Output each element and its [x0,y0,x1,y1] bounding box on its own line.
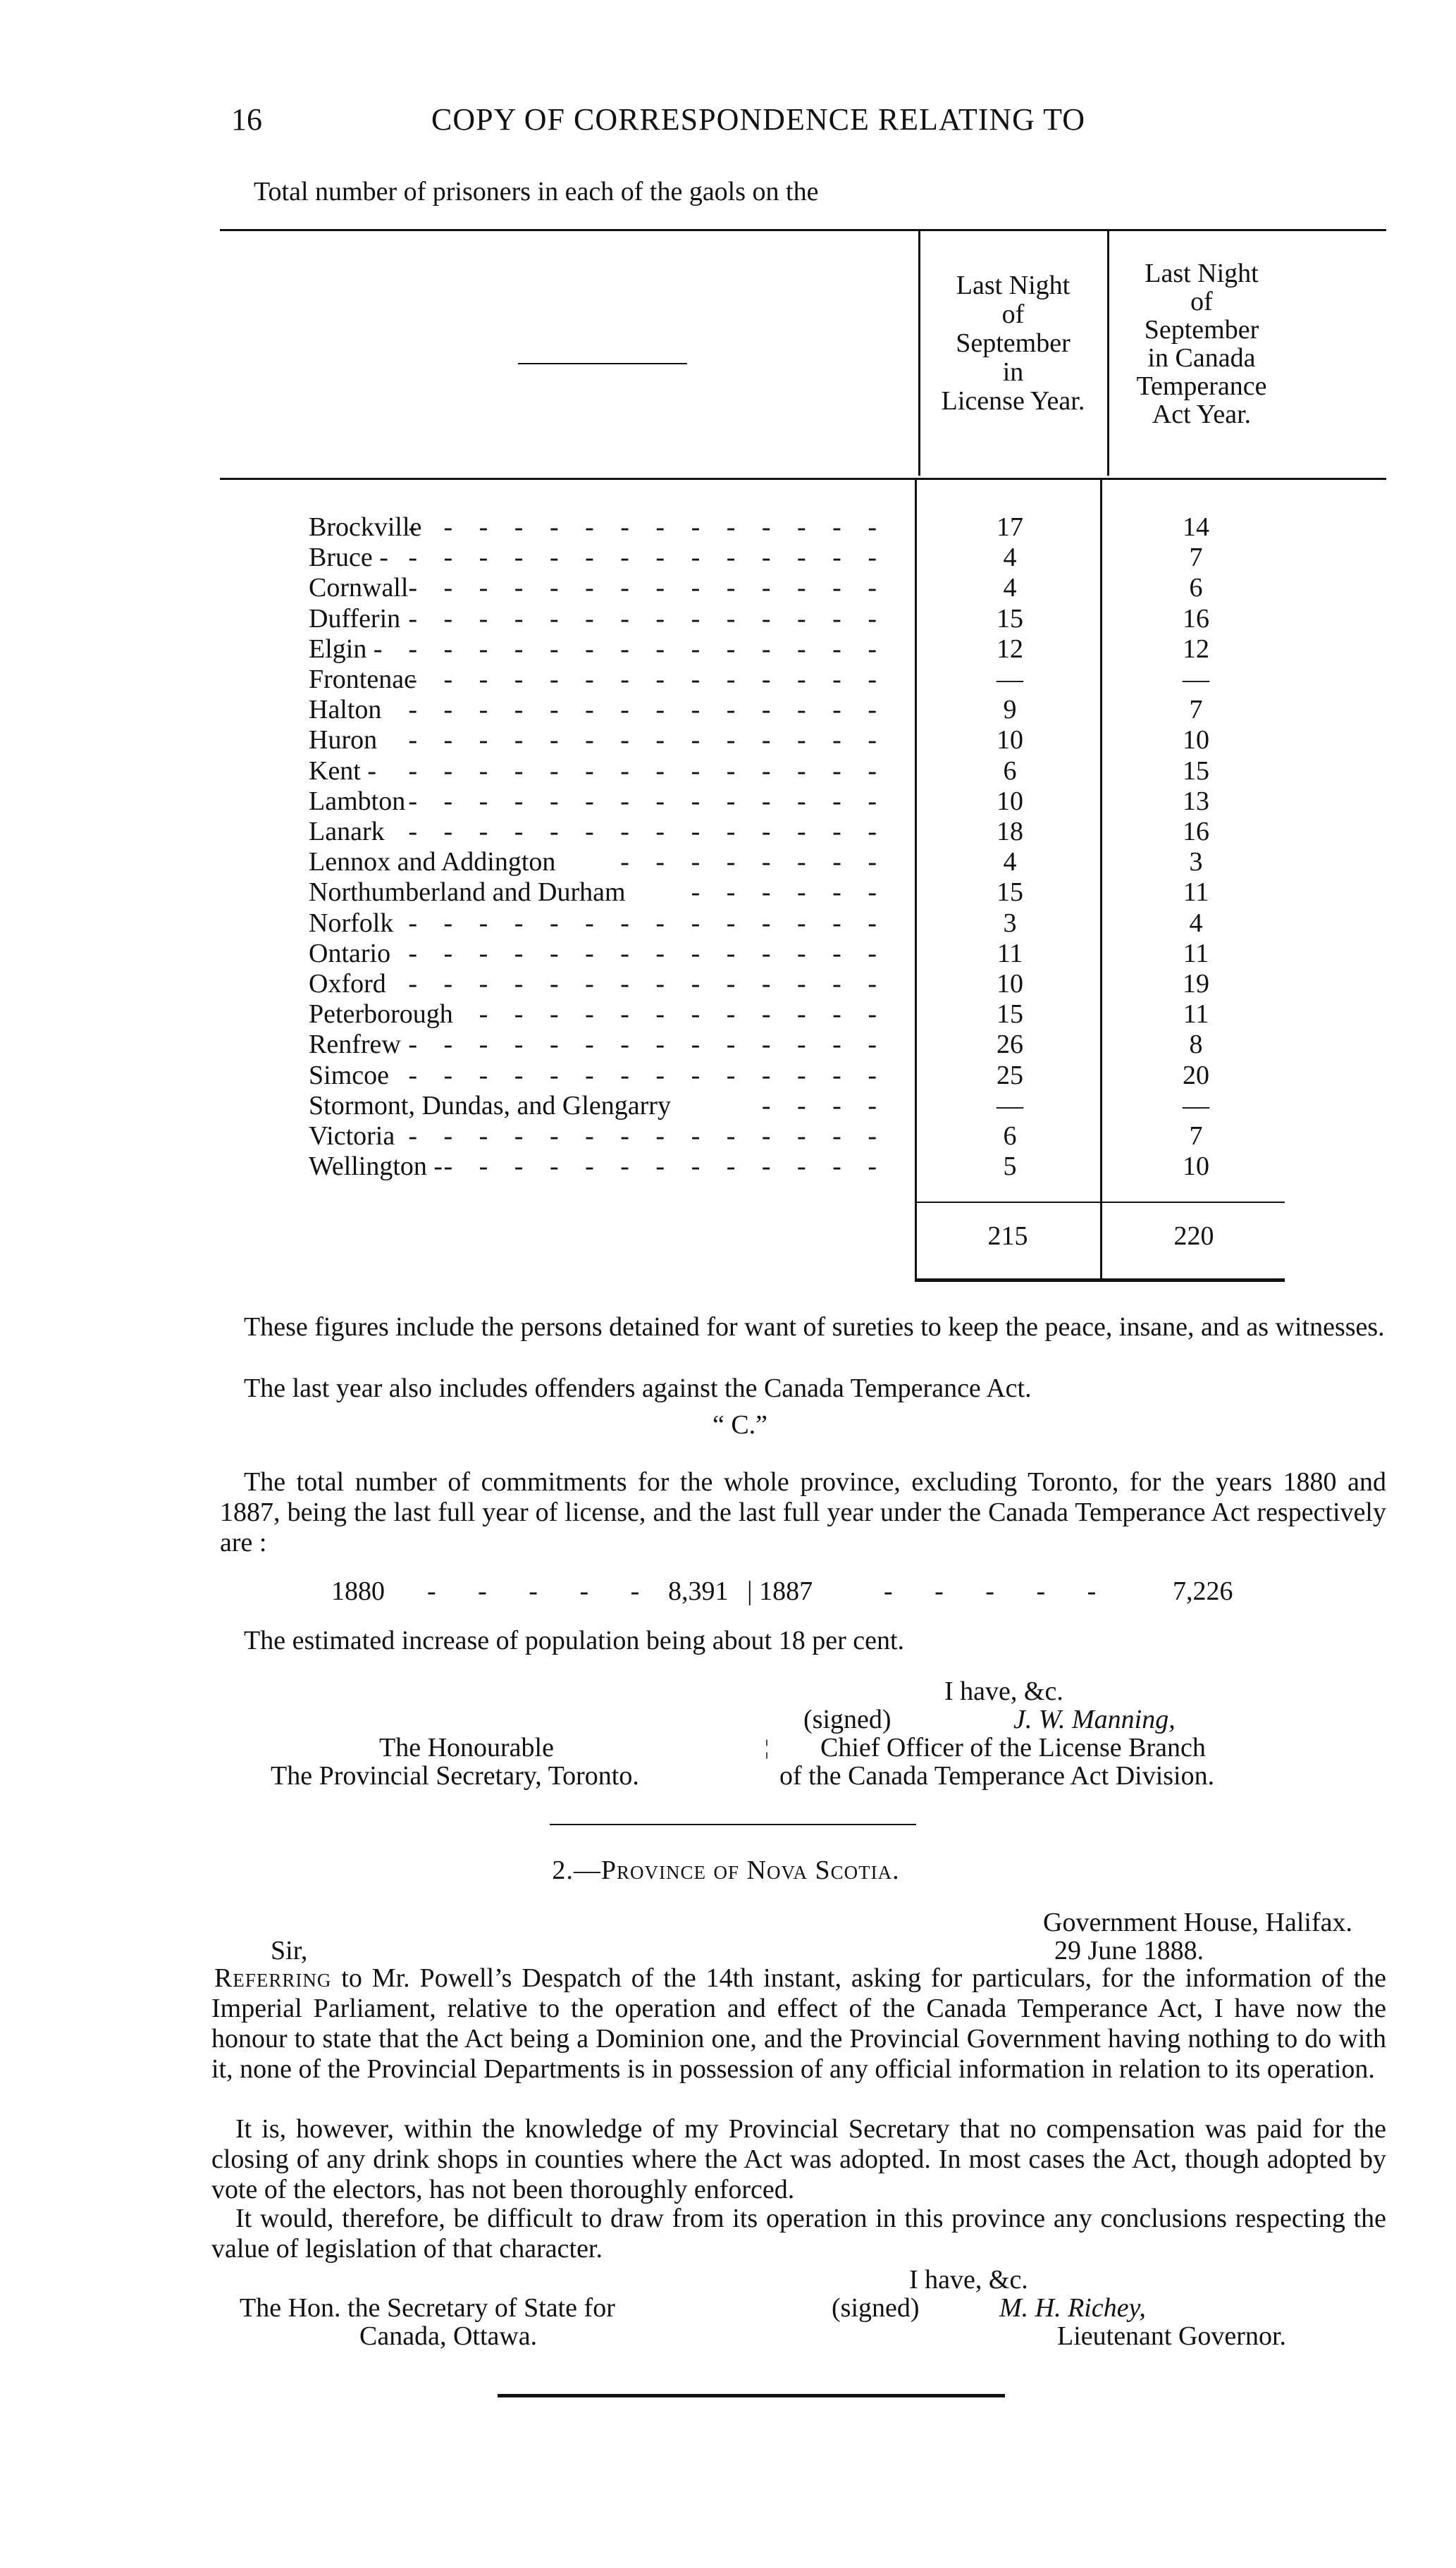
row-license-value: 17 [997,512,1023,542]
row-name: Peterborough [309,999,453,1030]
year-1880-dashes: - - - - - [427,1576,641,1606]
sig1-addressee-2: The Provincial Secretary, Toronto. [271,1761,639,1791]
row-cta-value: 4 [1189,908,1203,938]
row-license-value: 18 [997,817,1023,846]
row-license-value: 15 [997,999,1023,1030]
row-name: Bruce - [309,543,388,573]
row-leader: - - - - - - - - - - - - - - [408,817,883,846]
row-name: Northumberland and Durham [309,877,626,908]
row-name: Elgin - [309,634,383,664]
row-cta-value: 7 [1189,1121,1203,1151]
total-cta: 220 [1173,1221,1214,1251]
row-name: Norfolk [309,908,394,938]
note-commitments: The total number of commitments for the whole province, excluding Toronto, for the years 1880 and 1887, being the last full year of license, and the last full year under the Canada Temperance Act respectively are : [220,1467,1386,1557]
table-top-rule [220,229,1386,231]
table-row [309,1121,1295,1152]
row-leader: - - - - - - - - - - - - - [443,1152,883,1182]
row-cta-value: 7 [1189,543,1203,573]
running-title: COPY OF CORRESPONDENCE RELATING TO [431,102,1085,137]
section-c-heading: “ C.” [712,1410,768,1440]
note-last-year: The last year also includes offenders against the Canada Temperance Act. [244,1373,1032,1403]
row-license-value: 26 [997,1030,1023,1060]
table-row [309,816,1295,847]
col-header-cta: Last Night of September in Canada Temperance Act Year. [1136,259,1267,429]
row-license-value: 15 [997,877,1023,908]
row-name: Wellington - [309,1152,443,1182]
letter2-paragraph-3: It would, therefore, be difficult to draw from its operation in this province any conclusions respecting the value of legislation of that character. [211,2204,1386,2264]
row-license-value: — [997,665,1023,694]
row-leader: - - - - - - - - - - - - - - [408,969,883,999]
row-name: Stormont, Dundas, and Glengarry [309,1090,671,1121]
letter2-paragraph-2: It is, however, within the knowledge of my Provincial Secretary that no compensation was paid for the closing of any drink shops in counties where the Act was adopted. In most cases the Act, though adopted by vote of the electors, has not been thoroughly enforced. [211,2114,1386,2204]
row-license-value: 10 [997,969,1023,999]
row-cta-value: — [1183,665,1209,694]
row-license-value: 11 [997,938,1023,968]
row-leader: - - - - - - - - - - - - - - [408,1030,883,1060]
table-row [309,1151,1295,1182]
row-name: Halton [309,695,382,725]
row-leader: - - - - - - - - - - - - - - [408,725,883,755]
row-leader: - - - - - - - - - - - - - - [408,755,883,786]
row-cta-value: 11 [1183,938,1209,968]
row-leader: - - - - - - - - - - - - - - [408,1121,883,1151]
table-row [309,694,1295,725]
letter2-signed: (signed) [832,2293,920,2323]
row-name: Lambton [309,786,406,816]
table-row [309,1029,1295,1060]
year-1887-value: 7,226 [1173,1576,1233,1606]
row-license-value: — [997,1090,1023,1121]
table-row [309,512,1295,543]
table-row [309,755,1295,786]
year-1880-value: 8,391 [668,1576,729,1606]
row-leader: - - - - - - - - - - - - - - [408,634,883,664]
row-leader: - - - - - - - - - - - - - - [408,543,883,573]
row-cta-value: 8 [1189,1030,1203,1060]
row-leader: - - - - - - - - - - - - - - [408,938,883,968]
header-bottom-rule [220,478,1386,480]
note-sureties: These figures include the persons detained for want of sureties to keep the peace, insane, and as witnesses. [244,1312,1385,1342]
row-leader: - - - - - - - - - - - - - - [408,786,883,816]
letter2-addressee-1: The Hon. the Secretary of State for [240,2293,615,2323]
letter2-closing: I have, &c. [909,2265,1028,2295]
letter2-date: 29 June 1888. [1054,1936,1204,1965]
letter2-salutation: Sir, [271,1936,308,1965]
row-license-value: 5 [1003,1152,1017,1182]
row-cta-value: — [1183,1090,1209,1121]
province-heading: 2.—Province of Nova Scotia. [552,1856,900,1885]
row-leader: - - - - - - - - - - - - - - [408,512,883,542]
year-1880: 1880 [331,1576,385,1606]
row-leader: - - - - - - - - - - - - - - [408,695,883,725]
sig1-addressee-1: The Honourable [379,1733,554,1763]
row-cta-value: 19 [1183,969,1209,999]
row-cta-value: 7 [1189,695,1203,725]
row-cta-value: 16 [1183,603,1209,634]
total-license: 215 [987,1221,1028,1251]
row-name: Ontario [309,938,391,968]
table-row [309,603,1295,634]
row-cta-value: 11 [1183,877,1209,908]
table-row [309,542,1295,573]
table-bottom-rule [915,1278,1285,1282]
row-license-value: 10 [997,786,1023,816]
row-name: Victoria [309,1121,395,1151]
letter2-addressee-2: Canada, Ottawa. [359,2321,538,2351]
row-name: Brockville [309,512,422,542]
table-row [309,999,1295,1030]
table-row [309,846,1295,877]
letter2-signer-title: Lieutenant Governor. [1057,2321,1287,2351]
row-leader: - - - - - - - - - - - - [479,999,883,1030]
opening-word: Referring [214,1963,332,1993]
row-license-value: 6 [1003,755,1017,786]
row-cta-value: 12 [1183,634,1209,664]
row-leader: - - - - - - - - - - - - - - [408,908,883,938]
row-leader: - - - - - - - - - - - - - - [408,603,883,634]
note-population: The estimated increase of population being about 18 per cent. [244,1626,905,1655]
row-cta-value: 14 [1183,512,1209,542]
letter2-signer: M. H. Richey, [999,2293,1146,2323]
row-leader: - - - - - - - - - - - - - - [408,665,883,694]
end-rule [498,2394,1005,2397]
row-cta-value: 3 [1189,847,1203,877]
table-row [309,664,1295,695]
sig1-signed: (signed) [803,1705,892,1734]
table-row [309,968,1295,999]
row-leader: - - - - - - [691,877,883,908]
row-license-value: 4 [1003,543,1017,573]
row-leader: - - - - - - - - - - - - - - [408,573,883,603]
row-license-value: 10 [997,725,1023,755]
row-cta-value: 13 [1183,786,1209,816]
table-row [309,572,1295,603]
table-row [309,938,1295,969]
year-1887: | 1887 [747,1576,813,1606]
row-leader: - - - - - - - - [620,847,883,877]
total-rule [915,1202,1285,1203]
row-cta-value: 16 [1183,817,1209,846]
row-license-value: 15 [997,603,1023,634]
row-name: Lennox and Addington [309,847,556,877]
sig1-title-1: Chief Officer of the License Branch [820,1733,1206,1763]
row-license-value: 4 [1003,573,1017,603]
section-divider [550,1824,916,1825]
row-license-value: 4 [1003,847,1017,877]
stub-header-rule [518,363,687,364]
row-name: Huron [309,725,378,755]
row-license-value: 6 [1003,1121,1017,1151]
year-1887-dashes: - - - - - [884,1576,1098,1606]
letter2-paragraph-1: Referring to Mr. Powell’s Despatch of the 14th instant, asking for particulars, for the information of the Imperial Parliament, relative to the operation and effect of the Canada Temperance Act, I have now the honour to state that the Act being a Dominion one, and the Provincial Government having nothing to do with it, none of the Provincial Departments is in possession of any official information in relation to its operation. [211,1963,1387,2084]
col-header-license: Last Night of September in License Year. [941,271,1085,416]
row-cta-value: 15 [1183,755,1209,786]
table-row [309,634,1295,665]
row-cta-value: 10 [1183,1152,1209,1182]
row-cta-value: 10 [1183,725,1209,755]
table-row [309,908,1295,939]
letter2-place: Government House, Halifax. [1043,1908,1352,1937]
row-license-value: 25 [997,1060,1023,1090]
row-name: Renfrew [309,1030,401,1060]
page-number: 16 [231,102,262,137]
row-cta-value: 6 [1189,573,1203,603]
row-name: Kent - [309,755,377,786]
sig1-closing: I have, &c. [944,1677,1063,1706]
sig1-title-2: of the Canada Temperance Act Division. [779,1761,1215,1791]
row-name: Cornwall [309,573,409,603]
row-license-value: 3 [1003,908,1017,938]
table-row [309,724,1295,755]
row-name: Oxford [309,969,386,999]
table-row [309,877,1295,908]
row-name: Frontenac [309,665,416,694]
row-cta-value: 20 [1183,1060,1209,1090]
row-leader: - - - - [761,1090,883,1121]
table-row [309,786,1295,817]
row-cta-value: 11 [1183,999,1209,1030]
table-row [309,1060,1295,1091]
sig1-signer: J. W. Manning, [1013,1705,1176,1734]
row-name: Dufferin [309,603,401,634]
row-license-value: 12 [997,634,1023,664]
row-name: Lanark [309,817,385,846]
table-caption: Total number of prisoners in each of the gaols on the [254,177,819,206]
brace-mark: ¦ [765,1736,770,1759]
row-leader: - - - - - - - - - - - - - - [408,1060,883,1090]
row-name: Simcoe [309,1060,389,1090]
table-row [309,1090,1295,1121]
row-license-value: 9 [1003,695,1017,725]
